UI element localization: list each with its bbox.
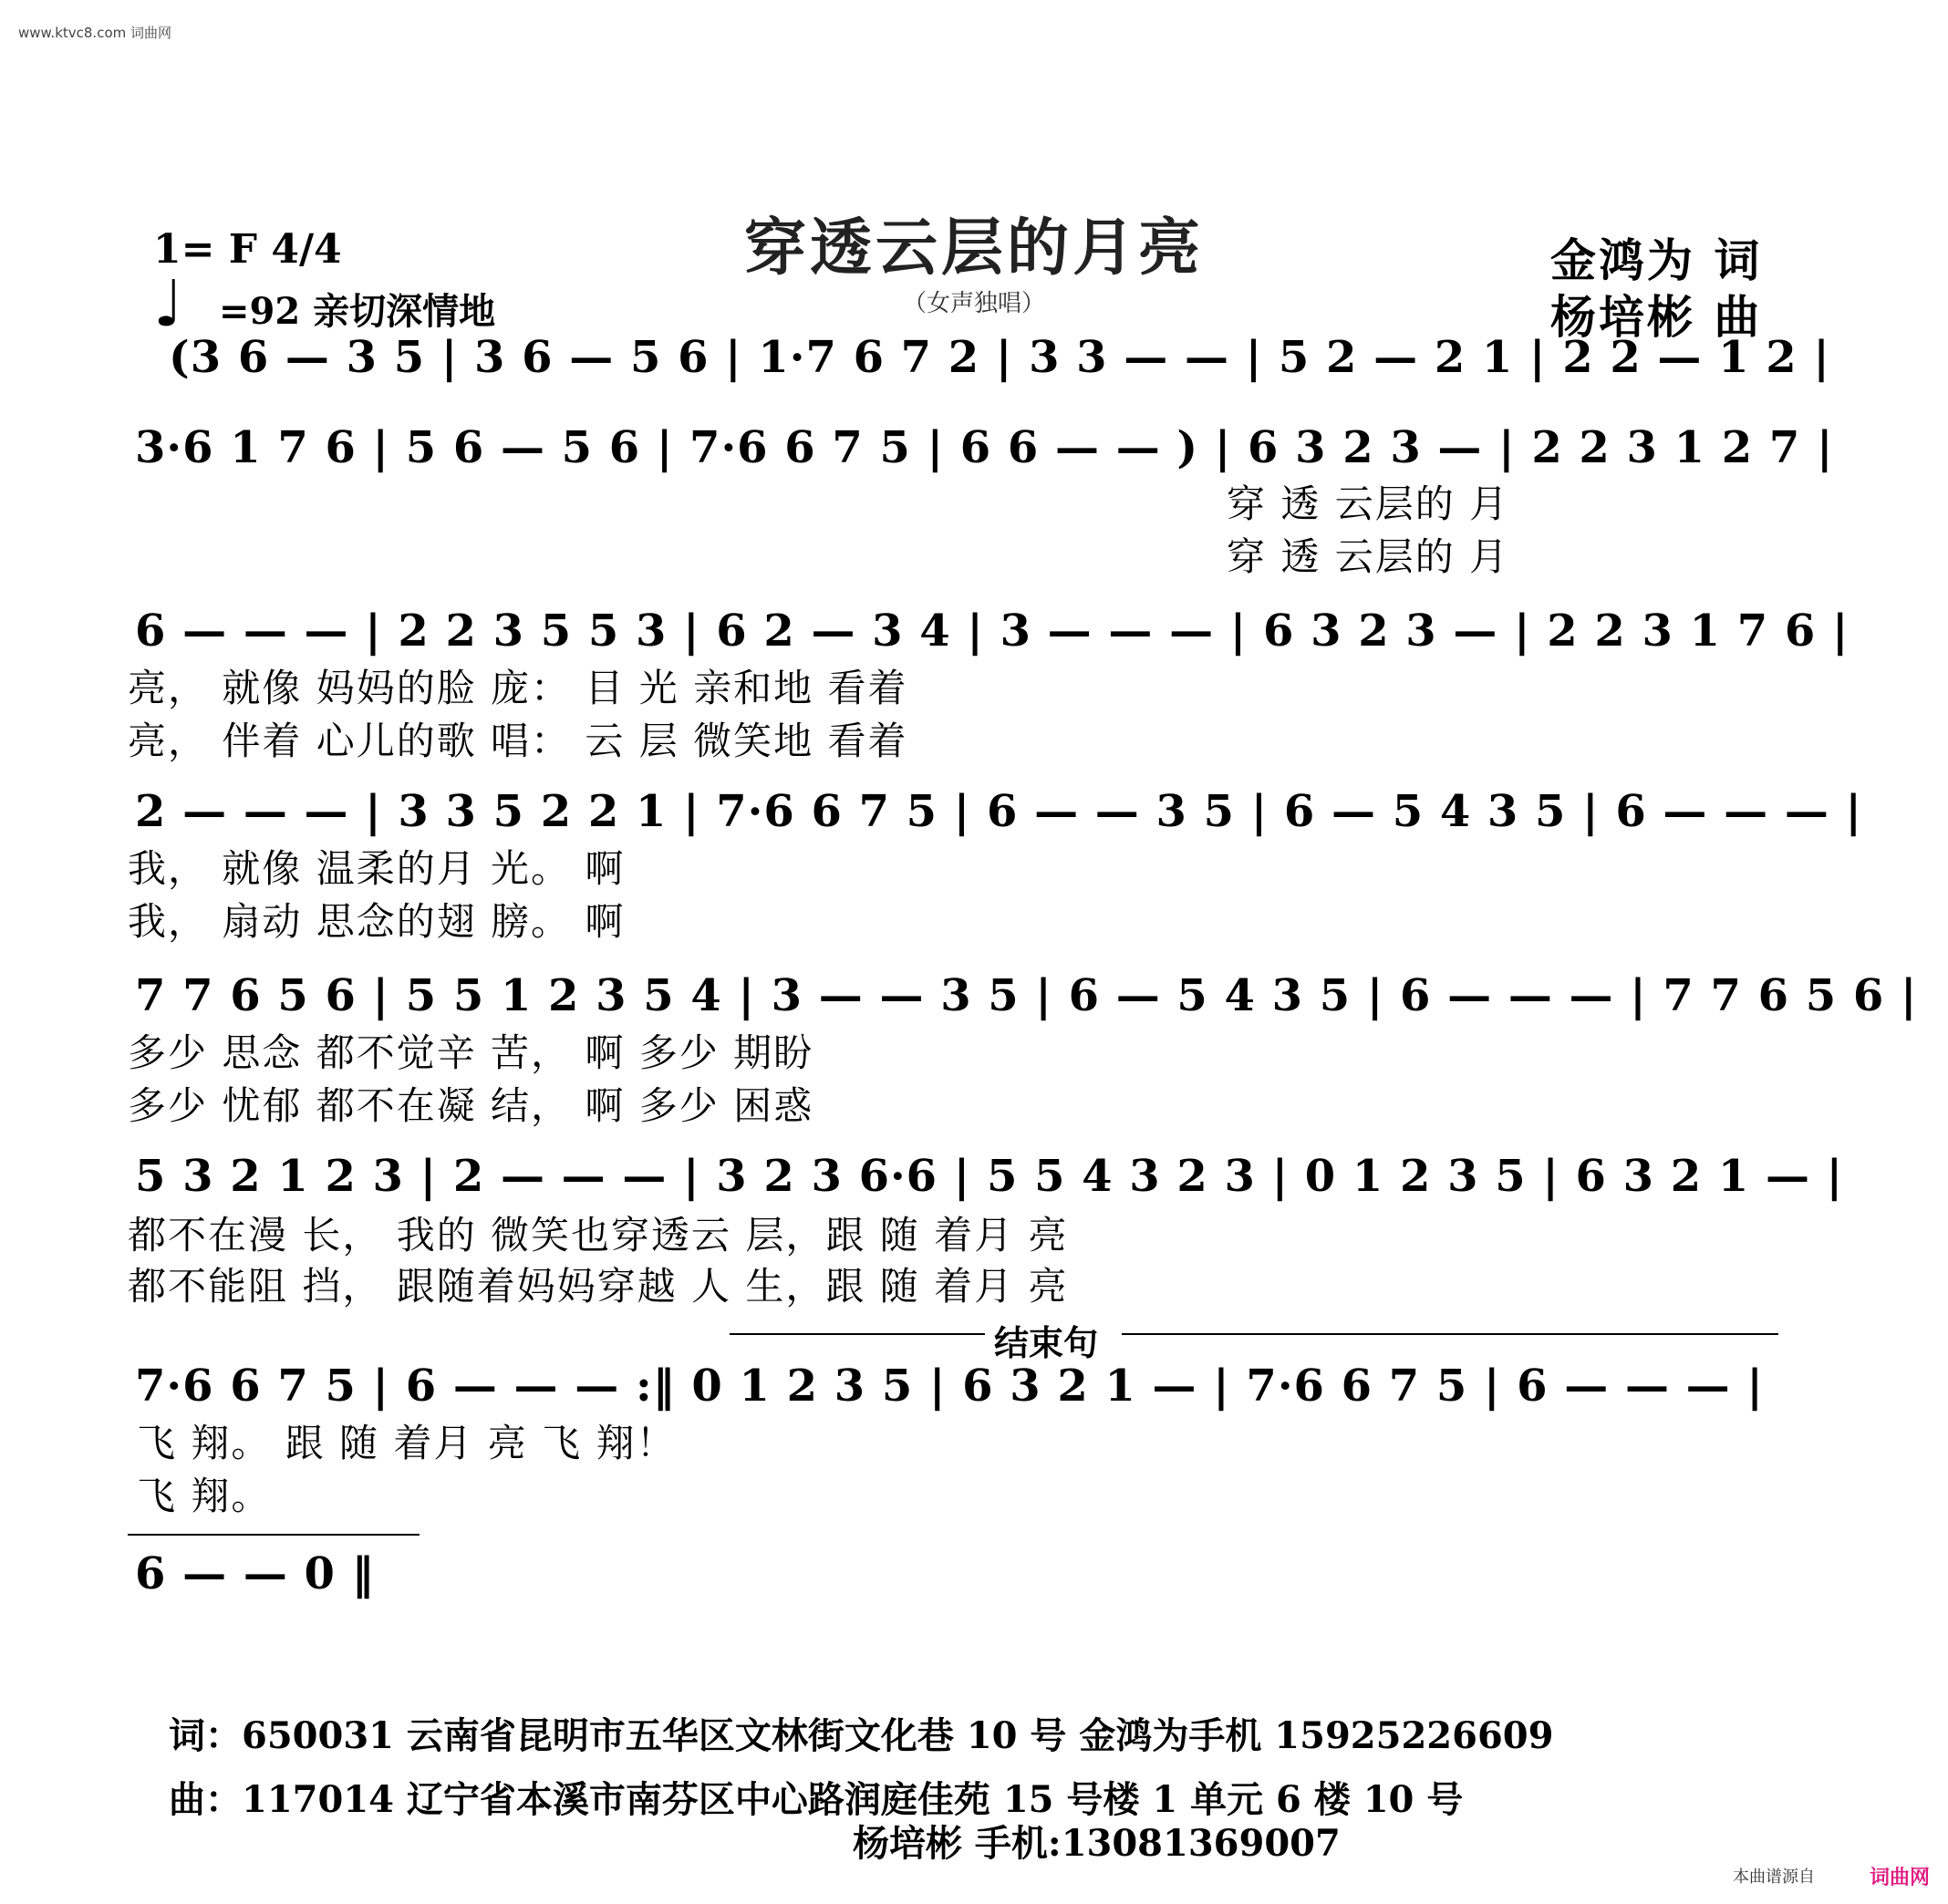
- lyrics-line-7-verse-2: 飞 翔。: [137, 1474, 272, 1518]
- ending-label: 结束句: [994, 1322, 1099, 1363]
- song-subtitle: （女声独唱）: [902, 290, 1045, 317]
- lyrics-line-5-verse-1: 多少 思念 都不觉辛 苦， 啊 多少 期盼: [128, 1030, 814, 1075]
- score-line-8: 6 — — 0 ‖: [135, 1548, 375, 1599]
- lyricist-credit: 金鸿为 词: [1550, 233, 1763, 287]
- lyrics-line-6-verse-1: 都不在漫 长， 我的 微笑也穿透云 层，跟 随 着月 亮: [128, 1213, 1069, 1257]
- lyrics-line-3-verse-1: 亮， 就像 妈妈的脸 庞： 目 光 亲和地 看着: [128, 666, 908, 710]
- lyrics-line-3-verse-2: 亮， 伴着 心儿的歌 唱： 云 层 微笑地 看着: [128, 719, 908, 763]
- lyrics-line-4-verse-2: 我， 扇动 思念的翅 膀。 啊: [128, 899, 626, 944]
- site-header: www.ktvc8.com 词曲网: [18, 25, 172, 41]
- quarter-note-icon: ♩: [153, 266, 184, 341]
- song-title: 穿透云层的月亮: [743, 212, 1204, 285]
- tempo-marking: =92 亲切深情地: [219, 290, 496, 333]
- score-line-1: (3 6 — 3 5 | 3 6 — 5 6 | 1·7 6 7 2 | 3 3 — — | 5 2 — 2 1 | 2 2 — 1 2 |: [169, 332, 1830, 383]
- score-line-3: 6 — — — | 2 2 3 5 5 3 | 6 2 — 3 4 | 3 — — — | 6 3 2 3 — | 2 2 3 1 7 6 |: [135, 605, 1850, 657]
- composer-phone: 杨培彬 手机:13081369007: [853, 1822, 1341, 1865]
- final-line-bracket: [128, 1534, 420, 1536]
- lyrics-line-4-verse-1: 我， 就像 温柔的月 光。 啊: [128, 846, 626, 891]
- composer-credit: 杨培彬 曲: [1550, 290, 1763, 344]
- lyrics-line-5-verse-2: 多少 忧郁 都不在凝 结， 啊 多少 困惑: [128, 1083, 814, 1128]
- lyrics-line-7-verse-1: 飞 翔。 跟 随 着月 亮 飞 翔！: [137, 1421, 677, 1465]
- key-signature: 1= F 4/4: [153, 226, 342, 273]
- lyrics-line-2-verse-1: 穿 透 云层的 月: [1227, 481, 1510, 526]
- score-line-4: 2 — — — | 3 3 5 2 2 1 | 7·6 6 7 5 | 6 — — 3 5 | 6 — 5 4 3 5 | 6 — — — |: [135, 786, 1863, 837]
- ending-bracket-left: [730, 1333, 985, 1335]
- brand-logo: 词曲网: [1870, 1867, 1931, 1889]
- score-line-6: 5 3 2 1 2 3 | 2 — — — | 3 2 3 6·6 | 5 5 4 3 2 3 | 0 1 2 3 5 | 6 3 2 1 — |: [135, 1151, 1844, 1202]
- composer-contact: 曲：117014 辽宁省本溪市南芬区中心路润庭佳苑 15 号楼 1 单元 6 楼 10 号: [169, 1778, 1464, 1821]
- lyrics-line-6-verse-2: 都不能阻 挡， 跟随着妈妈穿越 人 生，跟 随 着月 亮: [128, 1264, 1069, 1309]
- score-line-5: 7 7 6 5 6 | 5 5 1 2 3 5 4 | 3 — — 3 5 | 6 — 5 4 3 5 | 6 — — — | 7 7 6 5 6 |: [135, 970, 1918, 1021]
- ending-bracket-right: [1122, 1333, 1778, 1335]
- source-note: 本曲谱源自: [1733, 1868, 1815, 1887]
- score-line-2: 3·6 1 7 6 | 5 6 — 5 6 | 7·6 6 7 5 | 6 6 — — ) | 6 3 2 3 — | 2 2 3 1 2 7 |: [135, 422, 1834, 473]
- lyricist-contact: 词：650031 云南省昆明市五华区文林街文化巷 10 号 金鸿为手机 15925226609: [169, 1714, 1554, 1757]
- score-line-7: 7·6 6 7 5 | 6 — — — :‖ 0 1 2 3 5 | 6 3 2 1 — | 7·6 6 7 5 | 6 — — — |: [135, 1361, 1764, 1412]
- lyrics-line-2-verse-2: 穿 透 云层的 月: [1227, 534, 1510, 579]
